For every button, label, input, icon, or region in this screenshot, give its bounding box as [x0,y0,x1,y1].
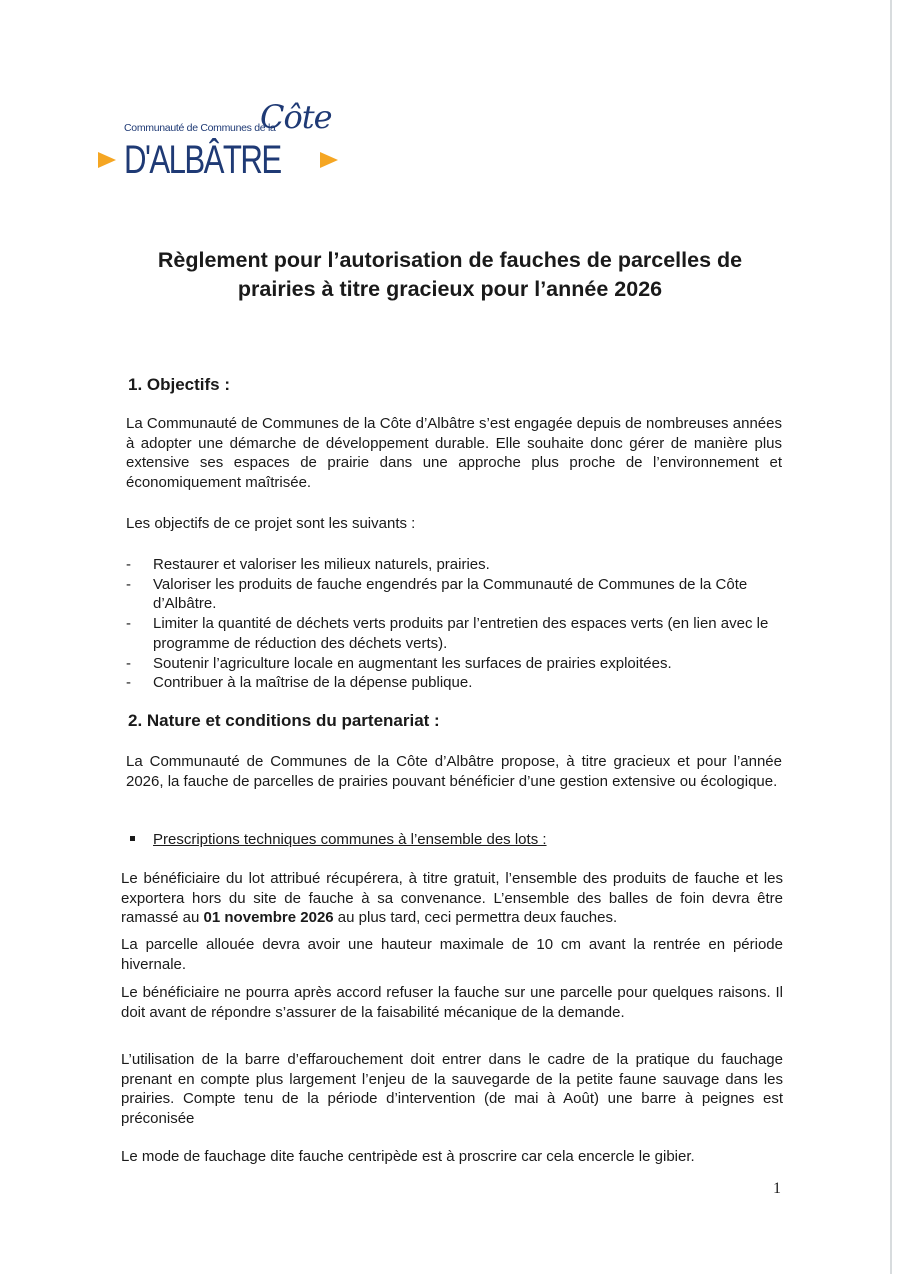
title-line-1: Règlement pour l’autorisation de fauches de parcelles de [157,248,743,272]
logo-cote-text: Côte [260,98,332,136]
paragraph-centripetal-mowing: Le mode de fauchage dite fauche centripède est à proscrire car cela encercle le gibier. [121,1148,695,1165]
para1-text-b: au plus tard, ceci permettra deux fauches. [333,909,618,927]
logo-arrow-left-icon [98,152,116,168]
paragraph-scaring-bar: L’utilisation de la barre d’effarouchement doit entrer dans le cadre de la pratique du fauchage prenant en compte plus largement l’enjeu de la sauvegarde de la petite faune sauvage dans les prairies. Compte tenu de la période d’intervention (de mai à Août) une barre à peignes est préconisée [121,1051,783,1128]
section2-intro: La Communauté de Communes de la Côte d’Albâtre propose, à titre gracieux et pour l’année 2026, la fauche de parcelles de prairies pouvant bénéficier d’une gestion extensive ou écologique. [126,753,782,790]
list-item: - Valoriser les produits de fauche engendrés par la Communauté de Communes de la Côte d’Albâtre. [124,575,784,614]
paragraph-refusal: Le bénéficiaire ne pourra après accord refuser la fauche sur une parcelle pour quelques raisons. Il doit avant de répondre s’assurer de la faisabilité mécanique de la demande. [121,984,783,1021]
subheading-text: Prescriptions techniques communes à l’ensemble des lots : [153,831,547,848]
paragraph-harvest-products [121,869,783,928]
section1-intro: La Communauté de Communes de la Côte d’Albâtre s’est engagée depuis de nombreuses années à adopter une démarche de développement durable. Elle souhaite donc gérer de manière plus extensive ses espaces de prairie dans une approche plus proche de l’environnement et économiquement maîtrisée. [126,415,782,492]
page-edge-line [890,0,892,1274]
objectives-list [124,555,784,693]
section1-heading: 1. Objectifs : [128,375,231,394]
technical-prescriptions-heading [130,831,547,848]
section1-list-intro: Les objectifs de ce projet sont les suivants : [126,515,416,532]
document-title [100,246,800,304]
para1-deadline-date: 01 novembre 2026 [203,909,334,927]
list-item: - Soutenir l’agriculture locale en augmentant les surfaces de prairies exploitées. [124,654,784,674]
list-item: - Contribuer à la maîtrise de la dépense publique. [124,673,784,693]
logo-community-text: Communauté de Communes de la [124,122,276,134]
section2-heading: 2. Nature et conditions du partenariat : [128,711,440,730]
list-item: - Limiter la quantité de déchets verts produits par l’entretien des espaces verts (en lien avec le programme de réduction des déchets verts). [124,614,784,653]
square-bullet-icon [130,836,135,841]
para1-text-a: Le bénéficiaire du lot attribué récupérera, à titre gratuit, l’ensemble des produits de fauche et les exportera hors du site de fauche à sa convenance. L’ensemble des balles de foin devra être ramassé au [121,870,783,927]
logo-albatre-text: D'ALBÂTRE [124,138,281,182]
list-item: - Restaurer et valoriser les milieux naturels, prairies. [124,555,784,575]
logo [98,100,348,180]
logo-arrow-right-icon [320,152,338,168]
title-line-2: prairies à titre gracieux pour l’année 2026 [237,277,663,301]
paragraph-height-limit: La parcelle allouée devra avoir une hauteur maximale de 10 cm avant la rentrée en période hivernale. [121,936,783,973]
page-number: 1 [773,1180,781,1197]
